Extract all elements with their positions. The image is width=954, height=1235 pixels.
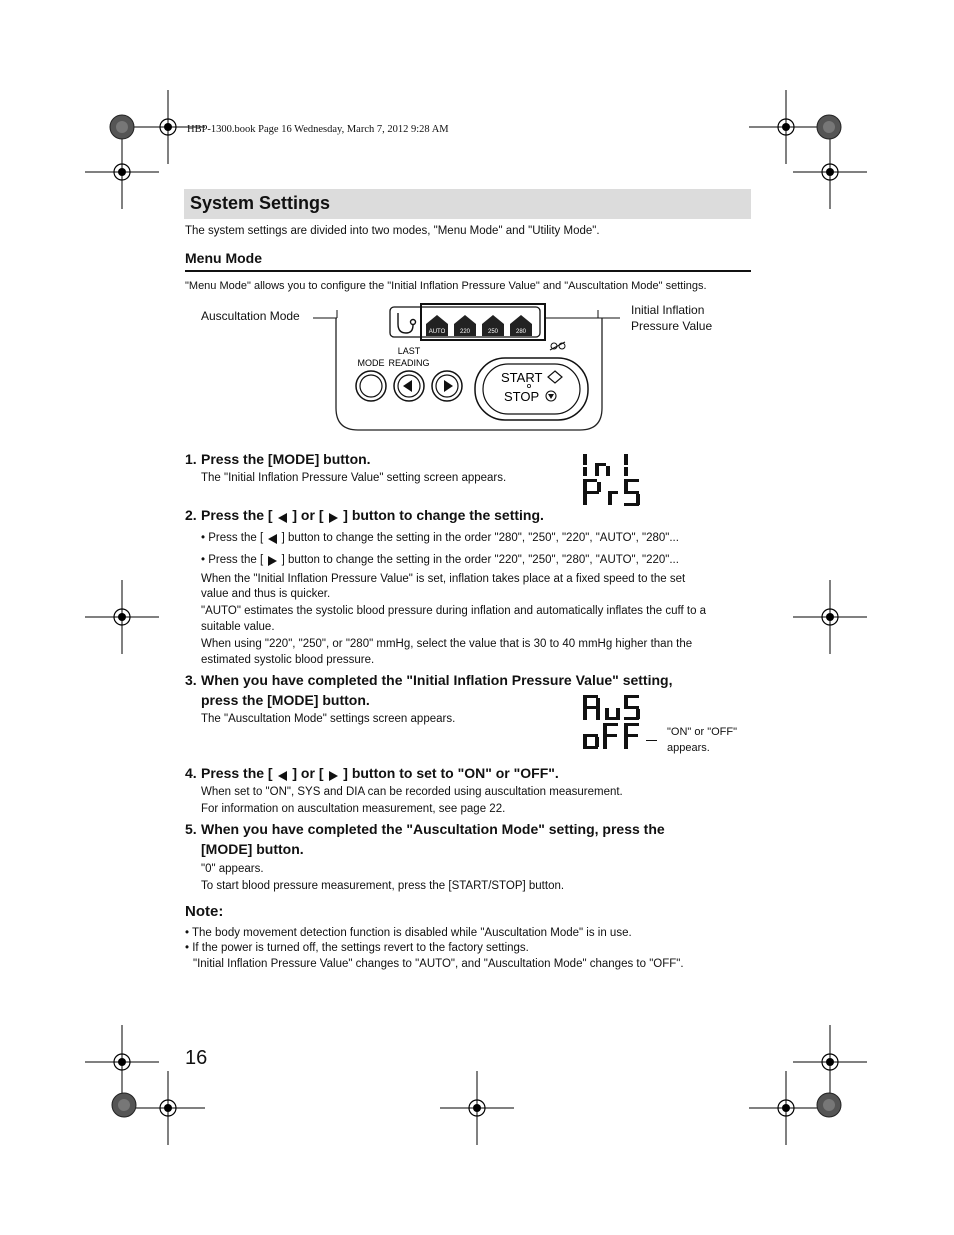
step-3-desc: The "Auscultation Mode" settings screen appears. [201, 713, 456, 725]
step-number: 1. [185, 451, 197, 467]
step-title: When you have completed the "Initial Inflation Pressure Value" setting, [201, 672, 673, 688]
note-bullet-1: • The body movement detection function is disabled while "Auscultation Mode" is in use. [185, 927, 632, 939]
inflation-chip [482, 315, 504, 336]
step-1-desc: The "Initial Inflation Pressure Value" setting screen appears. [201, 472, 507, 484]
step-3 [185, 670, 745, 712]
step-2-para-5: When using "220", "250", or "280" mmHg, select the value that is 30 to 40 mmHg higher than the [201, 638, 693, 650]
right-arrow-icon [327, 769, 339, 781]
inflation-chip-label: AUTO [428, 329, 446, 335]
left-arrow-icon [276, 769, 288, 781]
inflation-chip-label: 220 [459, 329, 471, 335]
color-wheel-mark [817, 1093, 841, 1117]
inflation-chip [426, 315, 448, 336]
note-title: Note: [185, 903, 224, 920]
crosshair-mark [749, 1071, 823, 1145]
step-2 [185, 505, 745, 525]
start-label: START [501, 370, 543, 385]
menu-mode-desc: "Menu Mode" allows you to configure the "Initial Inflation Pressure Value" and "Auscultation Mode" settings. [185, 280, 707, 292]
crosshair-mark [85, 580, 159, 654]
lcd-note-2: appears. [667, 742, 710, 754]
step-5-desc-1: "0" appears. [201, 863, 264, 875]
left-arrow-icon [266, 534, 278, 546]
step-number: 3. [185, 672, 197, 688]
mode-button[interactable] [356, 371, 386, 401]
step-4-desc-2: For information on auscultation measurement, see page 22. [201, 803, 506, 815]
inflation-chip [454, 315, 476, 336]
crosshair-mark [793, 1025, 867, 1099]
stop-label: STOP [504, 389, 540, 404]
start-stop-button[interactable] [475, 358, 588, 420]
menu-mode-title: Menu Mode [185, 250, 262, 266]
intro-text: The system settings are divided into two modes, "Menu Mode" and "Utility Mode". [185, 225, 600, 237]
right-arrow-button[interactable] [432, 371, 462, 401]
bullet-text: • Press the [ [201, 532, 267, 544]
last-reading-label-2: READING [388, 358, 430, 368]
step-2-para-1: When the "Initial Inflation Pressure Value" is set, inflation takes place at a fixed speed to the set [201, 573, 686, 585]
bullet-text: ] button to change the setting in the order "220", "250", "280", "AUTO", "220"... [278, 554, 679, 566]
left-arrow-button[interactable] [394, 371, 424, 401]
crosshair-mark [85, 1025, 159, 1099]
step-2-para-6: estimated systolic blood pressure. [201, 654, 375, 666]
note-bullet-2-cont: "Initial Inflation Pressure Value" changes to "AUTO", and "Auscultation Mode" changes to "OFF". [193, 958, 684, 970]
step-2-para-2: value and thus is quicker. [201, 588, 331, 600]
lcd-note-leader [646, 740, 657, 741]
step-2-para-4: suitable value. [201, 621, 275, 633]
step-title-part: Press the [ [201, 507, 277, 523]
section-title: System Settings [190, 193, 331, 213]
stethoscope-icon [398, 313, 416, 333]
color-wheel-mark [112, 1093, 136, 1117]
label-initial-inflation-1: Initial Inflation [631, 303, 705, 317]
crosshair-mark [440, 1071, 514, 1145]
step-title-part: ] button to change the setting. [339, 507, 544, 523]
lcd-note-1: "ON" or "OFF" [667, 726, 738, 738]
page-number: 16 [185, 1047, 208, 1069]
crosshair-mark [131, 1071, 205, 1145]
last-reading-label-1: LAST [397, 346, 421, 356]
step-1 [185, 449, 745, 469]
label-initial-inflation-2: Pressure Value [631, 319, 713, 333]
step-number: 5. [185, 821, 197, 837]
stop-triangle-icon [548, 394, 554, 399]
crosshair-mark [793, 580, 867, 654]
step-5 [185, 819, 745, 861]
step-title-part: ] or [ [288, 507, 328, 523]
step-title: Press the [MODE] button. [201, 451, 371, 467]
right-arrow-icon [444, 380, 453, 392]
menu-mode-rule [185, 270, 751, 272]
step-2-para-3: "AUTO" estimates the systolic blood pressure during inflation and automatically inflates the cuff to a [201, 605, 707, 617]
inflation-chip-label: 250 [487, 329, 499, 335]
step-4 [185, 763, 745, 783]
step-4-desc-1: When set to "ON", SYS and DIA can be recorded using auscultation measurement. [201, 786, 623, 798]
left-arrow-icon [403, 380, 412, 392]
step-title [201, 505, 544, 525]
print-header: HBP-1300.book Page 16 Wednesday, March 7, 2012 9:28 AM [187, 124, 449, 135]
bullet-text: ] button to change the setting in the order "280", "250", "220", "AUTO", "280"... [278, 532, 679, 544]
bullet-text: • Press the [ [201, 554, 267, 566]
step-title-part: ] button to set to "ON" or "OFF". [339, 765, 559, 781]
mode-button-label: MODE [357, 358, 385, 368]
right-arrow-icon [266, 556, 278, 568]
step-5-desc-2: To start blood pressure measurement, press the [START/STOP] button. [201, 880, 565, 892]
note-bullet-2: • If the power is turned off, the settings revert to the factory settings. [185, 942, 529, 954]
right-arrow-icon [327, 511, 339, 523]
step-2-bullet-2 [201, 552, 679, 568]
step-number: 4. [185, 765, 197, 781]
crosshair-mark [749, 90, 823, 164]
step-title: press the [MODE] button. [201, 692, 370, 708]
label-auscultation-mode: Auscultation Mode [201, 309, 300, 323]
device-panel-diagram [300, 300, 620, 435]
step-title: When you have completed the "Auscultation Mode" setting, press the [201, 821, 665, 837]
step-title: [MODE] button. [201, 841, 304, 857]
color-wheel-mark [110, 115, 134, 139]
step-title-part: Press the [ [201, 765, 277, 781]
step-2-bullet-1 [201, 530, 679, 546]
start-diamond-icon [548, 371, 562, 383]
crosshair-mark [85, 135, 159, 209]
color-wheel-mark [817, 115, 841, 139]
step-title-part: ] or [ [288, 765, 328, 781]
inflation-chip-label: 280 [515, 329, 527, 335]
step-title [201, 763, 559, 783]
crosshair-mark [793, 135, 867, 209]
inflation-chip [510, 315, 532, 336]
link-icon [550, 342, 565, 350]
step-number: 2. [185, 507, 197, 523]
left-arrow-icon [276, 511, 288, 523]
